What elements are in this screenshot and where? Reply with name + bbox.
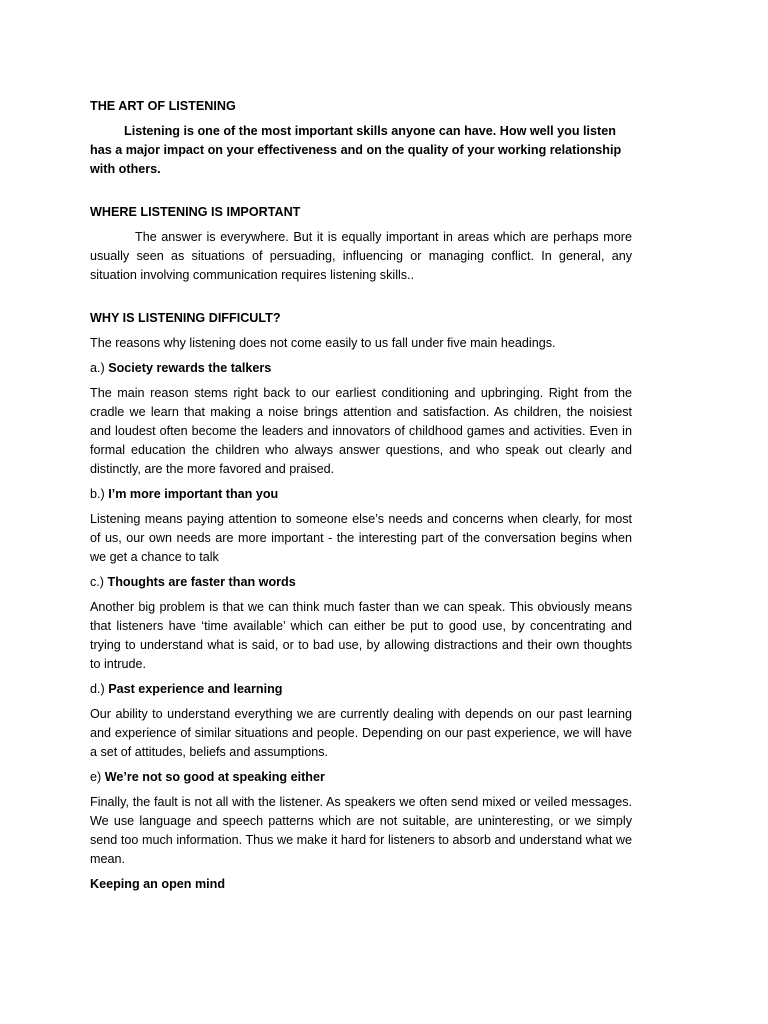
reason-heading-c (90, 573, 632, 592)
reason-paragraph-d: Our ability to understand everything we are currently dealing with depends on our past learning and experience of similar situations and people. Depending on our past experience, we will have a set of attitudes, beliefs and assumptions. (90, 707, 632, 759)
document-title: THE ART OF LISTENING (90, 99, 236, 113)
reason-heading-e (90, 768, 632, 787)
reason-title: I’m more important than you (108, 487, 279, 501)
reason-marker: b.) (90, 487, 109, 501)
reason-marker: d.) (90, 682, 109, 696)
reason-heading-b (90, 485, 632, 504)
intro-paragraph: Listening is one of the most important skills anyone can have. How well you listen has a major impact on your effectiveness and on the quality of your working relationship with others. (90, 124, 622, 176)
where-paragraph: The answer is everywhere. But it is equally important in areas which are perhaps more usually seen as situations of persuading, influencing or managing conflict. In general, any situation involving communication requires listening skills.. (90, 230, 632, 282)
reason-title: Past experience and learning (108, 682, 283, 696)
reason-paragraph-b: Listening means paying attention to someone else’s needs and concerns when clearly, for most of us, our own needs are more important - the interesting part of the conversation begins when we get a chance to talk (90, 512, 632, 564)
reason-paragraph-e: Finally, the fault is not all with the listener. As speakers we often send mixed or veiled messages. We use language and speech patterns which are not suitable, are uninteresting, or we simply send too much information. Thus we make it hard for listeners to absorb and understand what we mean. (90, 795, 632, 866)
reason-title: Thoughts are faster than words (107, 575, 296, 589)
reason-title: Society rewards the talkers (108, 361, 272, 375)
why-heading: WHY IS LISTENING DIFFICULT? (90, 311, 281, 325)
reason-marker: c.) (90, 575, 108, 589)
reason-paragraph-c: Another big problem is that we can think much faster than we can speak. This obviously means that listeners have ‘time available’ which can either be put to good use, by concentrating and trying to understand what is said, or to bad use, by allowing distractions and their own thoughts to intrude. (90, 600, 632, 671)
document-page (90, 97, 632, 894)
reason-marker: a.) (90, 361, 109, 375)
reason-marker: e) (90, 770, 105, 784)
reason-title: We’re not so good at speaking either (104, 770, 325, 784)
reason-heading-a (90, 359, 632, 378)
reason-heading-d (90, 680, 632, 699)
why-intro-paragraph: The reasons why listening does not come easily to us fall under five main headings. (90, 336, 556, 350)
where-heading: WHERE LISTENING IS IMPORTANT (90, 205, 301, 219)
open-mind-heading: Keeping an open mind (90, 877, 226, 891)
reason-paragraph-a: The main reason stems right back to our earliest conditioning and upbringing. Right from the cradle we learn that making a noise brings attention and satisfaction. As children, the noisiest and loudest often become the leaders and innovators of childhood games and activities. Even in formal education the children who always answer questions, and who speak out clearly and distinctly, are the more favored and praised. (90, 386, 632, 476)
